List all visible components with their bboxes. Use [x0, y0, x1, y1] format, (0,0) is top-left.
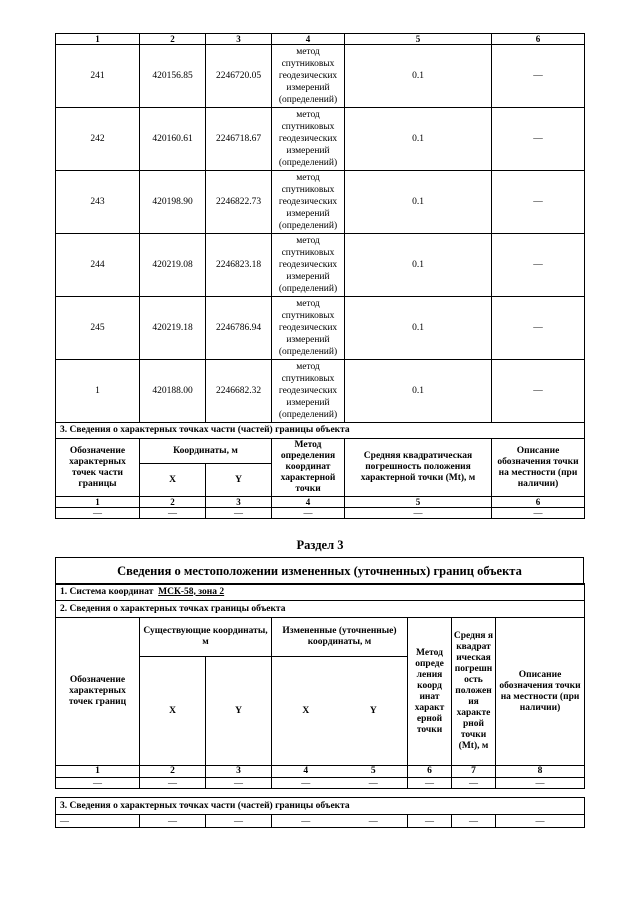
header-y2: Y — [369, 705, 377, 716]
col-num: 2 — [140, 497, 206, 508]
column-number-row — [56, 497, 585, 508]
title-row — [56, 558, 584, 585]
mt-value: 0.1 — [345, 297, 492, 360]
coord-y: 2246822.73 — [206, 171, 272, 234]
coord-y: 2246823.18 — [206, 234, 272, 297]
coord-system-label: 1. Система координат — [60, 586, 154, 597]
cell-pair — [272, 815, 408, 828]
coord-x: 420198.90 — [140, 171, 206, 234]
cell: — — [272, 508, 345, 519]
header-method: Метод определения координат характерной точки — [272, 439, 345, 497]
col-num: 6 — [492, 34, 585, 45]
coord-system-row — [56, 584, 585, 601]
cell: — — [56, 815, 140, 828]
coord-y: 2246786.94 — [206, 297, 272, 360]
point-id: 1 — [56, 360, 140, 423]
cell: — — [496, 778, 585, 789]
cell: — — [368, 815, 378, 826]
section-heading: Раздел 3 — [296, 538, 344, 552]
column-number-row — [56, 766, 585, 778]
table-row — [56, 360, 585, 423]
col-num: 2 — [140, 34, 206, 45]
coord-x: 420156.85 — [140, 45, 206, 108]
coord-x: 420188.00 — [140, 360, 206, 423]
method: метод спутниковых геодезических измерений (определений) — [272, 108, 345, 171]
col-num: 6 — [408, 766, 452, 778]
mt-value: 0.1 — [345, 234, 492, 297]
header-method: Метод опреде ления коорд инат характ ерной точки — [408, 618, 452, 766]
cell: — — [408, 778, 452, 789]
header-point: Обозначение характерных точек границ — [56, 618, 140, 766]
col-num: 1 — [56, 497, 140, 508]
section-title-row — [56, 423, 585, 439]
changed-borders-table — [55, 583, 585, 828]
col-num: 5 — [345, 497, 492, 508]
col-num: 4 — [303, 766, 309, 776]
header-desc: Описание обозначения точки на местности (при наличии) — [492, 439, 585, 497]
coord-system — [56, 584, 585, 601]
cell: — — [206, 778, 272, 789]
table-row — [56, 778, 585, 789]
table-row — [56, 45, 585, 108]
col-num: 3 — [206, 34, 272, 45]
table-row — [56, 508, 585, 519]
col-num: 1 — [56, 34, 140, 45]
header-x: X — [140, 464, 206, 497]
description: — — [492, 45, 585, 108]
col-num-pair — [272, 766, 408, 778]
cell: — — [452, 815, 496, 828]
cell: — — [301, 777, 311, 788]
section-title: 3. Сведения о характерных точках части (частей) границы объекта — [56, 798, 585, 815]
spacer-row — [56, 789, 585, 798]
table-row — [56, 234, 585, 297]
table-row — [56, 815, 585, 828]
cell: — — [140, 815, 206, 828]
header-mt: Средня я квадрат ическая погрешн ость положен ия характе рной точки (Mt), м — [452, 618, 496, 766]
col-num: 4 — [272, 34, 345, 45]
section-title-row — [56, 601, 585, 618]
coord-y: 2246718.67 — [206, 108, 272, 171]
cell: — — [496, 815, 585, 828]
header-desc: Описание обозначения точки на местности (при наличии) — [496, 618, 585, 766]
mt-value: 0.1 — [345, 45, 492, 108]
header-changed-xy — [272, 657, 408, 766]
section-title: Сведения о местоположении измененных (уточненных) границ объекта — [56, 558, 584, 585]
point-id: 244 — [56, 234, 140, 297]
coord-x: 420219.18 — [140, 297, 206, 360]
cell: — — [140, 508, 206, 519]
header-mt: Средняя квадратическая погрешность положения характерной точки (Mt), м — [345, 439, 492, 497]
header-point: Обозначение характерных точек части границы — [56, 439, 140, 497]
header-y: Y — [206, 464, 272, 497]
col-num: 3 — [206, 497, 272, 508]
points-table — [55, 33, 585, 519]
header-changed: Измененные (уточненные) координаты, м — [272, 618, 408, 657]
col-num: 4 — [272, 497, 345, 508]
method: метод спутниковых геодезических измерений (определений) — [272, 45, 345, 108]
point-id: 243 — [56, 171, 140, 234]
coord-x: 420160.61 — [140, 108, 206, 171]
cell: — — [56, 508, 140, 519]
mt-value: 0.1 — [345, 108, 492, 171]
point-id: 241 — [56, 45, 140, 108]
column-number-row — [56, 34, 585, 45]
method: метод спутниковых геодезических измерений (определений) — [272, 360, 345, 423]
cell: — — [492, 508, 585, 519]
col-num: 5 — [370, 766, 376, 776]
section-title-row — [56, 798, 585, 815]
cell: — — [368, 777, 378, 788]
header-row — [56, 439, 585, 464]
coord-system-value: МСК-58, зона 2 — [158, 586, 225, 597]
header-row — [56, 618, 585, 657]
section-title-table — [55, 557, 584, 585]
coord-y: 2246720.05 — [206, 45, 272, 108]
cell: — — [140, 778, 206, 789]
header-existing: Существующие координаты, м — [140, 618, 272, 657]
point-id: 245 — [56, 297, 140, 360]
section-title: 3. Сведения о характерных точках части (частей) границы объекта — [56, 423, 585, 439]
coord-y: 2246682.32 — [206, 360, 272, 423]
header-x2: X — [302, 705, 310, 716]
cell: — — [206, 815, 272, 828]
col-num: 7 — [452, 766, 496, 778]
col-num: 1 — [56, 766, 140, 778]
cell: — — [345, 508, 492, 519]
col-num: 8 — [496, 766, 585, 778]
coord-x: 420219.08 — [140, 234, 206, 297]
col-num: 3 — [206, 766, 272, 778]
method: метод спутниковых геодезических измерений (определений) — [272, 171, 345, 234]
method: метод спутниковых геодезических измерений (определений) — [272, 297, 345, 360]
table-row — [56, 297, 585, 360]
description: — — [492, 360, 585, 423]
method: метод спутниковых геодезических измерений (определений) — [272, 234, 345, 297]
cell: — — [452, 778, 496, 789]
header-coords: Координаты, м — [140, 439, 272, 464]
table-row — [56, 108, 585, 171]
spacer — [56, 789, 585, 798]
cell-pair — [272, 778, 408, 789]
point-id: 242 — [56, 108, 140, 171]
mt-value: 0.1 — [345, 360, 492, 423]
description: — — [492, 108, 585, 171]
cell: — — [56, 778, 140, 789]
header-y: Y — [206, 657, 272, 766]
header-x: X — [140, 657, 206, 766]
description: — — [492, 171, 585, 234]
description: — — [492, 234, 585, 297]
cell: — — [206, 508, 272, 519]
description: — — [492, 297, 585, 360]
cell: — — [301, 815, 311, 826]
section-title: 2. Сведения о характерных точках границы объекта — [56, 601, 585, 618]
col-num: 5 — [345, 34, 492, 45]
col-num: 6 — [492, 497, 585, 508]
mt-value: 0.1 — [345, 171, 492, 234]
table-row — [56, 171, 585, 234]
cell: — — [408, 815, 452, 828]
col-num: 2 — [140, 766, 206, 778]
